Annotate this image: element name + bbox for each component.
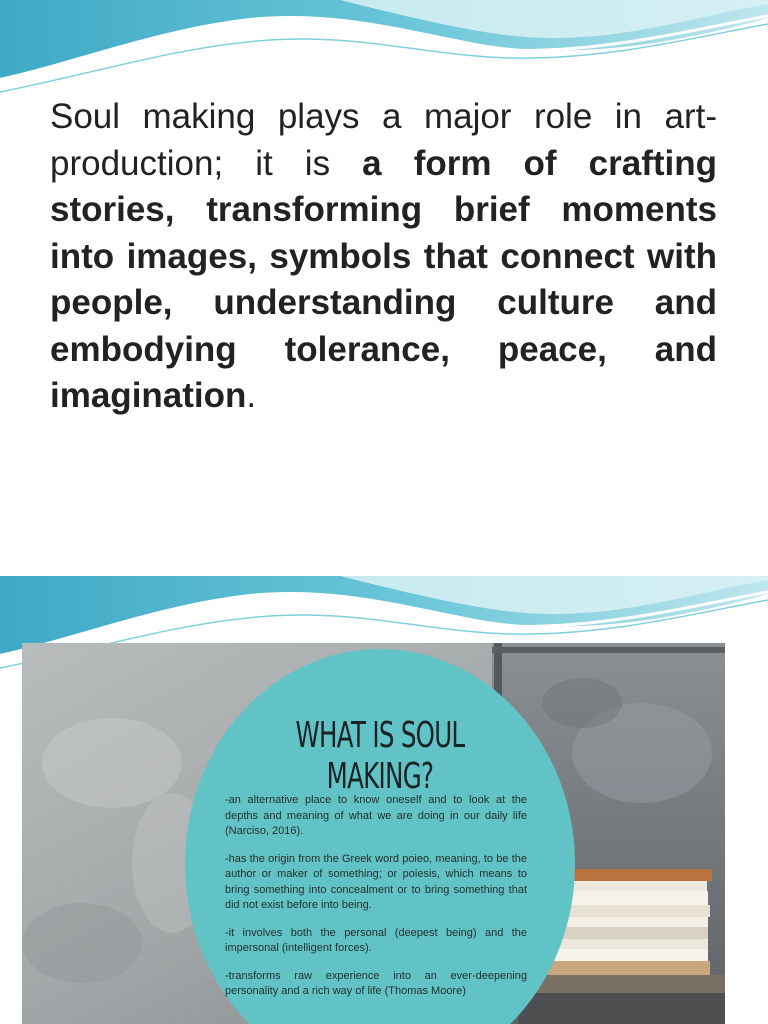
body-text-end: . <box>246 376 257 415</box>
definition-paragraph: -an alternative place to know oneself and to look at the depths and meaning of what we are doing in our daily life (Narciso, 2016). <box>225 794 527 837</box>
definition-paragraph: -has the origin from the Greek word poieo, meaning, to be the author or maker of something; or poiesis, which means to bring something into concealment or to bring something that did not exist before into being. <box>225 852 527 911</box>
slide-2 <box>0 576 768 1024</box>
body-text-bold: a form of crafting stories, transforming brief moments into images, symbols that connect with people, understanding culture and embodying tolerance, peace, and imagination <box>50 143 717 415</box>
definition-list <box>225 793 527 1012</box>
body-text-plain: Soul making plays a major role in art-production; it is <box>50 97 717 183</box>
image-title: WHAT IS SOUL MAKING? <box>295 715 465 797</box>
definition-paragraph: -transforms raw experience into an ever-deepening personality and a rich way of life (Thomas Moore) <box>225 969 527 997</box>
wave-header-decoration <box>0 0 768 95</box>
definition-paragraph: -it involves both the personal (deepest being) and the impersonal (intelligent forces). <box>225 926 527 954</box>
soul-making-image <box>22 643 725 1024</box>
slide-body-text <box>50 94 717 420</box>
